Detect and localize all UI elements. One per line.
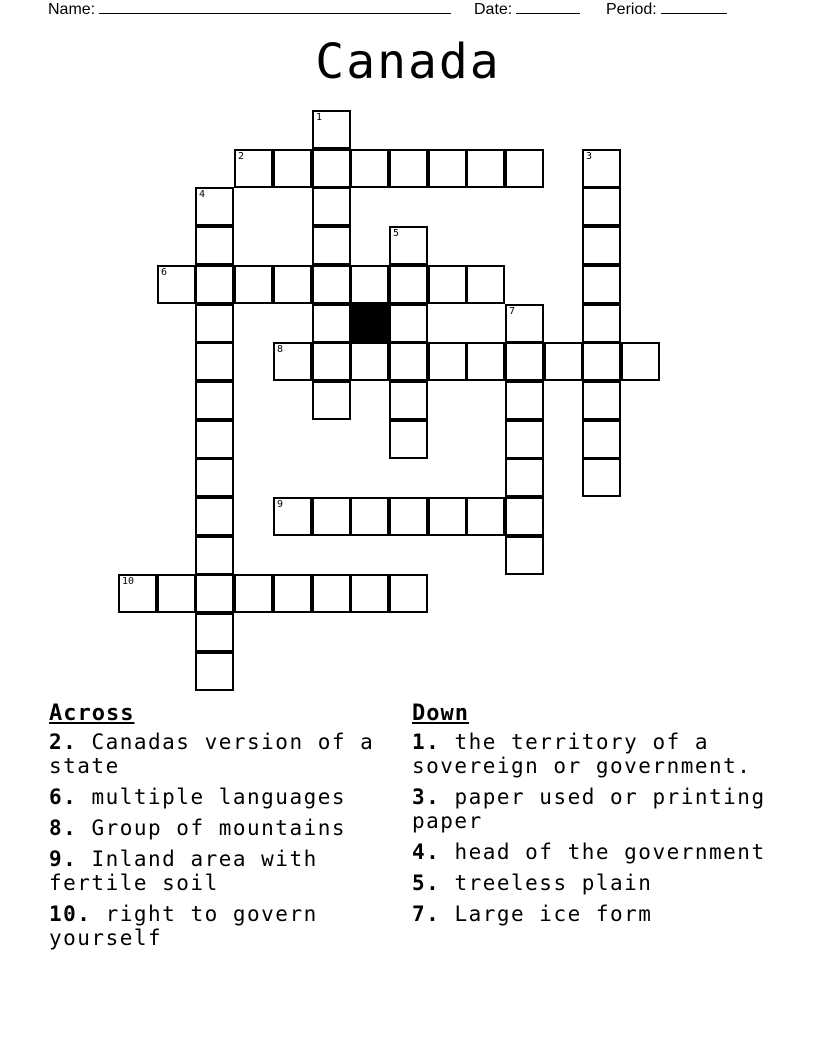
crossword-cell[interactable] [273,149,312,188]
clue-number: 5. [412,871,441,895]
clue-text: paper used or printing paper [412,785,766,833]
across-clue-6 [49,785,399,809]
crossword-cell[interactable] [582,420,621,459]
crossword-cell[interactable] [505,497,544,536]
crossword-cell[interactable] [312,381,351,420]
crossword-cell[interactable] [428,497,467,536]
down-clues [412,702,802,933]
crossword-cell[interactable] [195,187,234,226]
name-label: Name: [48,1,96,18]
down-clue-5 [412,871,802,895]
down-clue-1 [412,730,802,778]
across-clues [49,702,399,957]
crossword-cell[interactable] [350,149,389,188]
crossword-cell[interactable] [389,265,428,304]
down-clue-4 [412,840,802,864]
crossword-cell[interactable] [312,149,351,188]
crossword-cell[interactable] [312,110,351,149]
down-heading: Down [412,701,469,726]
crossword-cell[interactable] [389,420,428,459]
black-cell [350,304,389,343]
crossword-cell[interactable] [428,342,467,381]
crossword-cell[interactable] [350,342,389,381]
crossword-cell[interactable] [389,342,428,381]
crossword-cell[interactable] [195,342,234,381]
clue-number-label: 10 [122,576,135,587]
clue-number-label: 2 [238,151,245,162]
crossword-cell[interactable] [195,420,234,459]
crossword-cell[interactable] [312,342,351,381]
clue-text: Canadas version of a state [49,730,375,778]
crossword-cell[interactable] [312,304,351,343]
clue-number: 1. [412,730,441,754]
crossword-cell[interactable] [312,497,351,536]
clue-number-label: 5 [393,228,400,239]
crossword-cell[interactable] [505,420,544,459]
crossword-cell[interactable] [234,149,273,188]
clue-number-label: 6 [161,267,168,278]
crossword-cell[interactable] [195,304,234,343]
crossword-cell[interactable] [466,342,505,381]
clue-number-label: 9 [277,499,284,510]
clue-number: 6. [49,785,78,809]
crossword-cell[interactable] [505,381,544,420]
crossword-cell[interactable] [157,574,196,613]
clue-number-label: 4 [199,189,206,200]
crossword-cell[interactable] [466,265,505,304]
crossword-cell[interactable] [273,574,312,613]
crossword-cell[interactable] [195,381,234,420]
clue-text: Group of mountains [77,816,347,840]
clue-text: Inland area with fertile soil [49,847,318,895]
clue-text: the territory of a sovereign or government. [412,730,752,778]
clue-text: multiple languages [77,785,347,809]
across-clue-10 [49,902,399,950]
crossword-cell[interactable] [582,187,621,226]
crossword-cell[interactable] [582,149,621,188]
crossword-cell[interactable] [118,574,157,613]
crossword-cell[interactable] [234,265,273,304]
clue-text: Large ice form [440,902,653,926]
crossword-cell[interactable] [389,497,428,536]
crossword-cell[interactable] [157,265,196,304]
across-clue-8 [49,816,399,840]
crossword-cell[interactable] [544,342,583,381]
clue-number-label: 3 [586,151,593,162]
clue-number-label: 1 [316,112,323,123]
clue-text: treeless plain [440,871,653,895]
crossword-cell[interactable] [466,497,505,536]
crossword-cell[interactable] [621,342,660,381]
clue-text: head of the government [440,840,766,864]
crossword-cell[interactable] [505,149,544,188]
crossword-cell[interactable] [195,536,234,575]
crossword-cell[interactable] [350,265,389,304]
crossword-cell[interactable] [389,304,428,343]
clue-number: 3. [412,785,441,809]
crossword-cell[interactable] [505,458,544,497]
crossword-cell[interactable] [389,574,428,613]
across-clue-9 [49,847,399,895]
crossword-cell[interactable] [312,574,351,613]
crossword-cell[interactable] [195,613,234,652]
period-label: Period: [606,1,657,18]
across-clue-2 [49,730,399,778]
crossword-cell[interactable] [312,187,351,226]
down-clue-7 [412,902,802,926]
crossword-cell[interactable] [505,304,544,343]
crossword-cell[interactable] [582,458,621,497]
crossword-cell[interactable] [312,226,351,265]
crossword-cell[interactable] [389,381,428,420]
crossword-cell[interactable] [582,265,621,304]
crossword-cell[interactable] [195,574,234,613]
crossword-cell[interactable] [428,149,467,188]
crossword-cell[interactable] [273,497,312,536]
crossword-cell[interactable] [389,149,428,188]
crossword-cell[interactable] [582,342,621,381]
crossword-cell[interactable] [389,226,428,265]
across-heading: Across [49,701,135,726]
clue-number-label: 7 [509,306,516,317]
clue-number-label: 8 [277,344,284,355]
page-title: Canada [315,34,501,90]
clue-number: 7. [412,902,441,926]
clue-number: 2. [49,730,78,754]
date-label: Date: [474,1,513,18]
crossword-cell[interactable] [234,574,273,613]
crossword-cell[interactable] [273,265,312,304]
crossword-cell[interactable] [195,265,234,304]
crossword-cell[interactable] [350,574,389,613]
crossword-cell[interactable] [466,149,505,188]
crossword-cell[interactable] [582,381,621,420]
crossword-cell[interactable] [195,458,234,497]
crossword-cell[interactable] [350,497,389,536]
crossword-cell[interactable] [273,342,312,381]
clue-text: right to govern yourself [49,902,318,950]
crossword-cell[interactable] [195,497,234,536]
clue-number: 4. [412,840,441,864]
crossword-cell[interactable] [505,536,544,575]
crossword-cell[interactable] [312,265,351,304]
down-clue-3 [412,785,802,833]
crossword-cell[interactable] [428,265,467,304]
clue-number: 8. [49,816,78,840]
clue-number: 10. [49,902,92,926]
crossword-cell[interactable] [195,226,234,265]
crossword-cell[interactable] [582,304,621,343]
crossword-cell[interactable] [195,652,234,691]
crossword-cell[interactable] [582,226,621,265]
crossword-cell[interactable] [505,342,544,381]
clue-number: 9. [49,847,78,871]
